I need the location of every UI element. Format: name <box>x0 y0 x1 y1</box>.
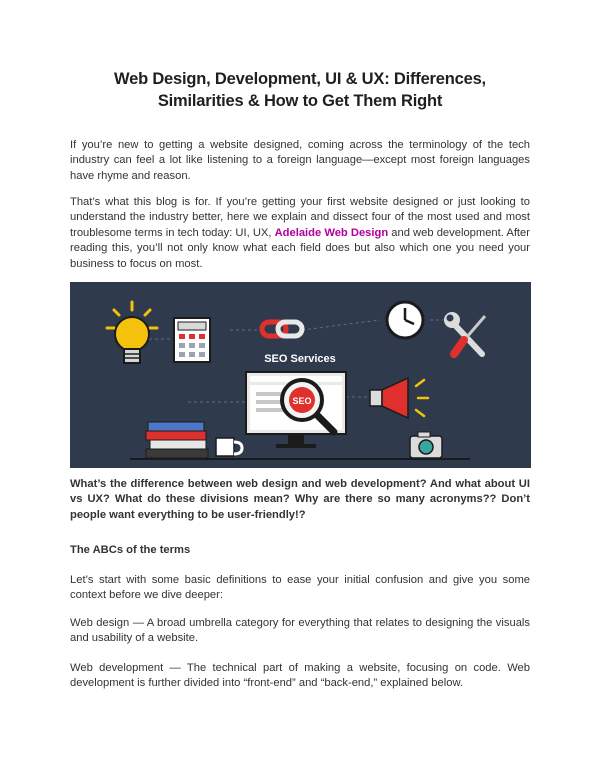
camera-icon <box>410 432 442 458</box>
seo-badge-label: SEO <box>292 396 312 406</box>
purpose-paragraph <box>70 195 530 272</box>
clock-icon <box>387 302 423 338</box>
calculator-icon <box>174 318 210 362</box>
adelaide-web-design-link[interactable]: Adelaide Web Design <box>274 226 389 239</box>
abcs-heading: The ABCs of the terms <box>70 544 191 556</box>
purpose-text-before: That’s what this blog is for. If you’re getting your first website designed or just looking to understand the industry better, here we explain and dissect four of the most used and most troublesome terms in tech today: UI, UX, <box>70 196 530 239</box>
web-design-definition: Web design — A broad umbrella category for everything that relates to designing the visuals and usability of a website. <box>70 617 530 645</box>
definitions-intro-paragraph: Let’s start with some basic definitions to ease your initial confusion and give you some context before we dive deeper: <box>70 574 530 602</box>
purpose-text-after: and web development. After reading this, you’ll not only know what each field does but also which one you need your business to focus on most. <box>70 226 530 270</box>
page-title: Web Design, Development, UI & UX: Differences, Similarities & How to Get Them Right <box>114 70 486 110</box>
seo-services-banner <box>245 346 355 368</box>
web-development-definition: Web development — The technical part of making a website, focusing on code. Web development is further divided into “front-end” and “back-end,” explained below. <box>70 662 530 690</box>
books-icon <box>146 422 208 458</box>
seo-hero-illustration <box>70 282 531 468</box>
questions-paragraph: What’s the difference between web design and web development? And what about UI vs UX? What do these divisions mean? Why are there so many acronyms?? Don’t people want everything to be user-friendly!? <box>70 478 530 521</box>
intro-paragraph: If you’re new to getting a website designed, coming across the terminology of the tech industry can feel a lot like listening to a foreign language—except most foreign languages have rhyme and reason. <box>70 139 530 182</box>
seo-services-label: SEO Services <box>264 353 336 365</box>
